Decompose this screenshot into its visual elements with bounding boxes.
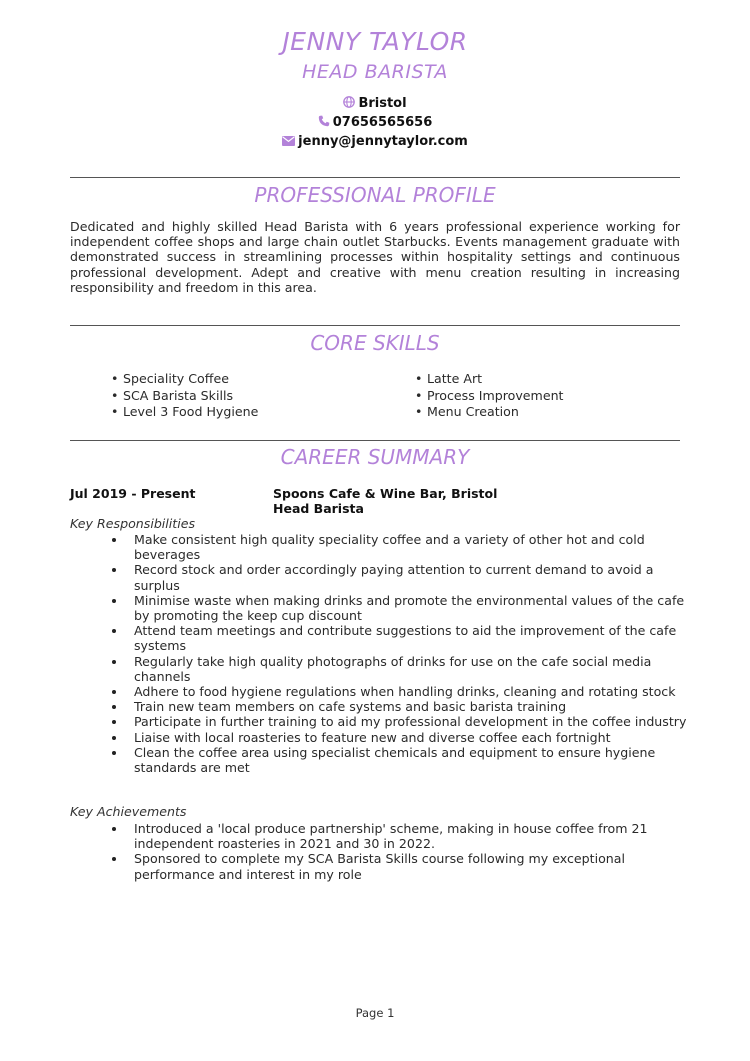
divider	[70, 440, 680, 441]
achievements-heading: Key Achievements	[70, 804, 187, 819]
responsibility-item: Regularly take high quality photographs of drinks for use on the cafe social media channels	[134, 654, 690, 684]
career-heading: CAREER SUMMARY	[280, 445, 470, 469]
skill-item: • Level 3 Food Hygiene	[111, 404, 258, 421]
contact-location	[0, 95, 750, 112]
responsibility-item: Liaise with local roasteries to feature new and diverse coffee each fortnight	[134, 730, 690, 745]
skills-list-right	[415, 371, 564, 421]
profile-text: Dedicated and highly skilled Head Barista with 6 years professional experience working for independent coffee shops and large chain outlet Starbucks. Events management graduate with demonstrated success in streamlining processes within hospitality settings and continuous professional development. Adept and creative with menu creation resulting in increasing responsibility and freedom in this area.	[70, 219, 680, 295]
phone-icon	[318, 115, 333, 130]
envelope-icon	[282, 134, 298, 149]
skills-list-left	[111, 371, 258, 421]
skill-item: • Process Improvement	[415, 388, 564, 405]
responsibility-item: Attend team meetings and contribute suggestions to aid the improvement of the cafe systems	[134, 623, 690, 653]
candidate-title: HEAD BARISTA	[302, 61, 448, 83]
achievement-item: Sponsored to complete my SCA Barista Skills course following my exceptional performance and interest in my role	[134, 851, 690, 881]
achievements-list	[134, 821, 690, 882]
contact-email	[0, 133, 750, 150]
responsibility-item: Train new team members on cafe systems and basic barista training	[134, 699, 690, 714]
job-dates: Jul 2019 - Present	[70, 486, 196, 501]
skill-item: • Menu Creation	[415, 404, 564, 421]
globe-icon	[343, 96, 358, 111]
responsibility-item: Minimise waste when making drinks and promote the environmental values of the cafe by promoting the keep cup discount	[134, 593, 690, 623]
page-number: Page 1	[355, 1006, 395, 1020]
responsibility-item: Clean the coffee area using specialist chemicals and equipment to ensure hygiene standards are met	[134, 745, 690, 775]
job-employer: Spoons Cafe & Wine Bar, Bristol	[273, 486, 498, 501]
job-role: Head Barista	[273, 501, 364, 516]
email-text: jenny@jennytaylor.com	[298, 134, 468, 149]
responsibilities-heading: Key Responsibilities	[70, 516, 196, 531]
responsibility-item: Make consistent high quality speciality coffee and a variety of other hot and cold beverages	[134, 532, 690, 562]
divider	[70, 177, 680, 178]
skill-item: • SCA Barista Skills	[111, 388, 258, 405]
divider	[70, 325, 680, 326]
responsibilities-list	[134, 532, 690, 775]
candidate-name: JENNY TAYLOR	[282, 27, 468, 56]
responsibility-item: Record stock and order accordingly paying attention to current demand to avoid a surplus	[134, 562, 690, 592]
achievement-item: Introduced a 'local produce partnership' scheme, making in house coffee from 21 independent roasteries in 2021 and 30 in 2022.	[134, 821, 690, 851]
responsibility-item: Participate in further training to aid my professional development in the coffee industry	[134, 714, 690, 729]
skill-item: • Latte Art	[415, 371, 564, 388]
phone-text: 07656565656	[332, 115, 433, 130]
skills-heading: CORE SKILLS	[310, 331, 440, 355]
responsibility-item: Adhere to food hygiene regulations when handling drinks, cleaning and rotating stock	[134, 684, 690, 699]
location-text: Bristol	[358, 96, 407, 111]
profile-heading: PROFESSIONAL PROFILE	[254, 183, 496, 207]
skill-item: • Speciality Coffee	[111, 371, 258, 388]
contact-phone	[0, 114, 750, 131]
